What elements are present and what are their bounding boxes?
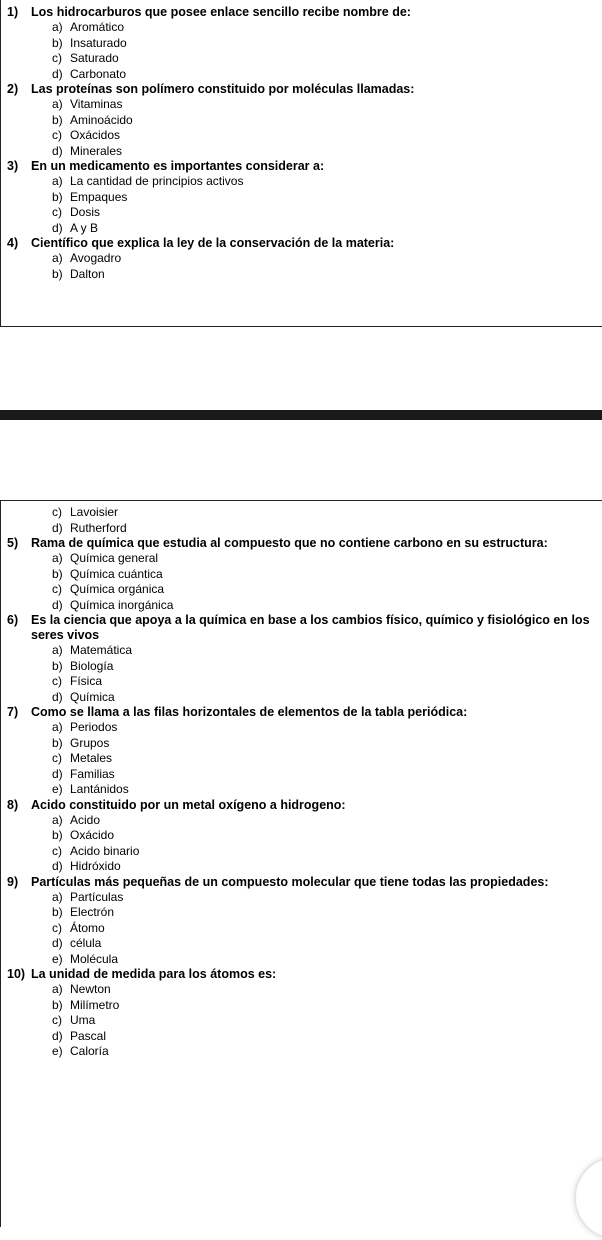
question-5: 5) Rama de química que estudia al compuesto que no contiene carbono en su estructura: (7, 536, 548, 550)
option: c) Dosis (52, 205, 101, 219)
option: e) Lantánidos (52, 782, 129, 796)
option: e) Molécula (52, 951, 119, 966)
question-text: Acido constituido por un metal oxígeno a hidrogeno: (31, 797, 346, 812)
option: d) Carbonato (52, 66, 127, 81)
question-text: La unidad de medida para los átomos es: (31, 967, 277, 981)
question-3: 3) En un medicamento es importantes considerar a: (7, 159, 325, 173)
option: d) Química (52, 689, 115, 704)
question-8: 8) Acido constituido por un metal oxígeno a hidrogeno: (7, 797, 346, 812)
option: a) Acido (52, 812, 101, 827)
option: a) Matemática (52, 643, 133, 657)
question-9: 9) Partículas más pequeñas de un compuesto molecular que tiene todas las propiedades: (7, 874, 549, 889)
option: a) Avogadro (52, 251, 122, 265)
question-text: Rama de química que estudia al compuesto que no contiene carbono en su estructura: (31, 536, 548, 550)
option: a) Periodos (52, 720, 118, 734)
option: c) Uma (52, 1013, 96, 1027)
question-text: Como se llama a las filas horizontales de elementos de la tabla periódica: (31, 705, 468, 719)
option: c) Lavoisier (52, 505, 119, 519)
option: d) Familias (52, 766, 115, 781)
question-4: 4) Científico que explica la ley de la conservación de la materia: (7, 236, 395, 250)
option: b) Insaturado (52, 35, 127, 50)
page-1-content (1, 5, 602, 282)
option: b) Biología (52, 658, 114, 673)
page-2 (0, 500, 602, 1227)
option: c) Acido binario (52, 843, 140, 858)
question-6: 6) Es la ciencia que apoya a la química en base a los cambios físico, químico y fisiológico en los seres vivos (7, 613, 590, 642)
option: c) Átomo (52, 920, 105, 935)
question-1: 1) Los hidrocarburos que posee enlace sencillo recibe nombre de: (7, 5, 411, 19)
option: d) célula (52, 936, 102, 950)
option: c) Física (52, 674, 103, 688)
question-7: 7) Como se llama a las filas horizontales de elementos de la tabla periódica: (7, 705, 468, 719)
page-1 (0, 0, 602, 327)
question-2: 2) Las proteínas son polímero constituido por moléculas llamadas: (7, 82, 415, 96)
question-text: Partículas más pequeñas de un compuesto molecular que tiene todas las propiedades: (31, 874, 549, 889)
question-text: En un medicamento es importantes considerar a: (31, 159, 325, 173)
option: b) Empaques (52, 189, 128, 204)
question-text: Científico que explica la ley de la conservación de la materia: (31, 236, 395, 250)
option: a) La cantidad de principios activos (52, 174, 244, 188)
option: a) Partículas (52, 889, 124, 904)
option: d) Química inorgánica (52, 597, 174, 612)
page-divider (0, 410, 602, 420)
option: b) Aminoácido (52, 112, 133, 127)
option: b) Grupos (52, 735, 110, 750)
option: a) Química general (52, 551, 159, 565)
option: b) Milímetro (52, 997, 120, 1012)
option: d) A y B (52, 220, 99, 235)
option: a) Vitaminas (52, 97, 123, 111)
option: d) Minerales (52, 143, 123, 158)
question-text: Las proteínas son polímero constituido por moléculas llamadas: (31, 82, 415, 96)
option: c) Química orgánica (52, 582, 165, 596)
option: c) Saturado (52, 51, 119, 65)
option: b) Oxácido (52, 828, 115, 842)
option: d) Pascal (52, 1028, 107, 1043)
option: b) Dalton (52, 266, 105, 281)
option: a) Newton (52, 982, 111, 996)
option: c) Oxácidos (52, 128, 121, 142)
question-text: Es la ciencia que apoya a la química en base a los cambios físico, químico y fisiológico en los seres vivos (31, 613, 590, 642)
option: a) Aromático (52, 20, 125, 34)
option: e) Caloría (52, 1044, 109, 1058)
option: d) Hidróxido (52, 859, 121, 873)
option: c) Metales (52, 751, 113, 765)
option: b) Electrón (52, 905, 115, 919)
question-10: 10) La unidad de medida para los átomos es: (7, 967, 277, 981)
page-2-content (1, 505, 602, 1060)
option: b) Química cuántica (52, 566, 163, 581)
question-text: Los hidrocarburos que posee enlace sencillo recibe nombre de: (31, 5, 411, 19)
option: d) Rutherford (52, 520, 127, 535)
